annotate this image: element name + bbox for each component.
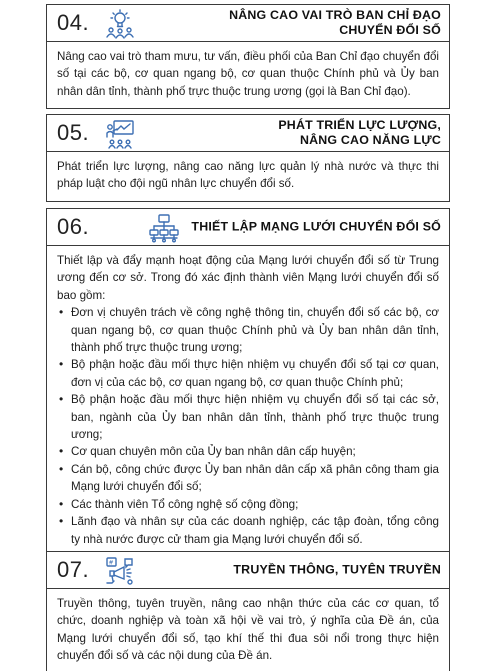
section-04 [46,4,450,109]
member-list [57,304,439,548]
section-body [46,589,450,671]
section-text: Truyền thông, tuyên truyền, nâng cao nhận thức của các cơ quan, tổ chức, doanh nghiệp và toàn xã hội về vai trò, ý nghĩa của Đề án, của Mạng lưới chuyển đổi số, tạo khí thế thi đua sôi nổi trong thực hiện chuyển đổi số và các nội dung của Đề án. [57,597,439,663]
section-title-line1: PHÁT TRIỂN LỰC LƯỢNG, [278,118,441,132]
list-item: • Bộ phận hoặc đầu mối thực hiện nhiệm vụ chuyển đổi số tại cơ quan, đơn vị của các bộ, cơ quan ngang bộ, cơ quan thuộc Chính phủ; [57,356,439,391]
list-item: • Cơ quan chuyên môn của Ủy ban nhân dân cấp huyện; [57,443,439,460]
section-text: Thiết lập và đẩy mạnh hoạt động của Mạng lưới chuyển đổi số từ Trung ương đến cơ sở. Trong đó xác định thành viên Mạng lưới chuyển đổi số bao gồm: [57,254,439,302]
section-body [46,152,450,202]
section-06 [46,208,450,557]
section-text: Phát triển lực lượng, nâng cao năng lực quản lý nhà nước và thực thi pháp luật cho đội ngũ nhân lực chuyển đổi số. [57,160,439,191]
section-header [46,4,450,42]
lightbulb-people-icon [105,9,135,39]
section-title-line2: CHUYỂN ĐỔI SỐ [339,23,441,37]
section-number: 04. [57,10,90,35]
workforce-training-icon [105,119,135,149]
section-body [46,42,450,109]
section-text: Nâng cao vai trò tham mưu, tư vấn, điều phối của Ban Chỉ đạo chuyển đổi số tại các bộ, cơ quan ngang bộ, cơ quan thuộc Chính phủ và Ủy ban nhân dân tỉnh, thành phố trực thuộc trung ương (gọi là Ban Chỉ đạo). [57,50,439,98]
section-number: 05. [57,120,90,145]
list-item: • Các thành viên Tổ công nghệ số cộng đồng; [57,496,439,513]
section-title-line1: THIẾT LẬP MẠNG LƯỚI CHUYỂN ĐỔI SỐ [191,219,441,234]
list-item: • Đơn vị chuyên trách về công nghệ thông tin, chuyển đổi số các bộ, cơ quan ngang bộ, cơ quan thuộc Chính phủ và Ủy ban nhân dân tỉnh, thành phố trực thuộc trung ương; [57,304,439,356]
section-title-line1: TRUYỀN THÔNG, TUYÊN TRUYỀN [233,562,441,577]
section-number: 06. [57,214,90,239]
section-title [191,220,441,235]
section-title [278,118,441,148]
svg-text:#: # [108,559,114,567]
section-05 [46,114,450,202]
section-title-line2: NÂNG CAO NĂNG LỰC [299,133,441,147]
section-header [46,208,450,246]
list-item: • Lãnh đạo và nhân sự của các doanh nghiệp, các tập đoàn, tổng công ty nhà nước được cử tham gia Mạng lưới chuyển đổi số. [57,513,439,548]
list-item: • Bộ phận hoặc đầu mối thực hiện nhiệm vụ chuyển đổi số tại các sở, ban, ngành của Ủy ban nhân dân tỉnh, thành phố trực thuộc trung ương; [57,391,439,443]
section-07 [46,551,450,671]
section-title [229,8,441,38]
section-title-line1: NÂNG CAO VAI TRÒ BAN CHỈ ĐẠO [229,8,441,22]
list-item: • Cán bộ, công chức được Ủy ban nhân dân cấp xã phân công tham gia Mạng lưới chuyển đổi số; [57,461,439,496]
section-header [46,551,450,589]
section-number: 07. [57,557,90,582]
section-body [46,246,450,557]
network-hierarchy-icon [149,213,179,243]
section-header [46,114,450,152]
communication-megaphone-icon [105,556,135,586]
section-title [233,563,441,578]
